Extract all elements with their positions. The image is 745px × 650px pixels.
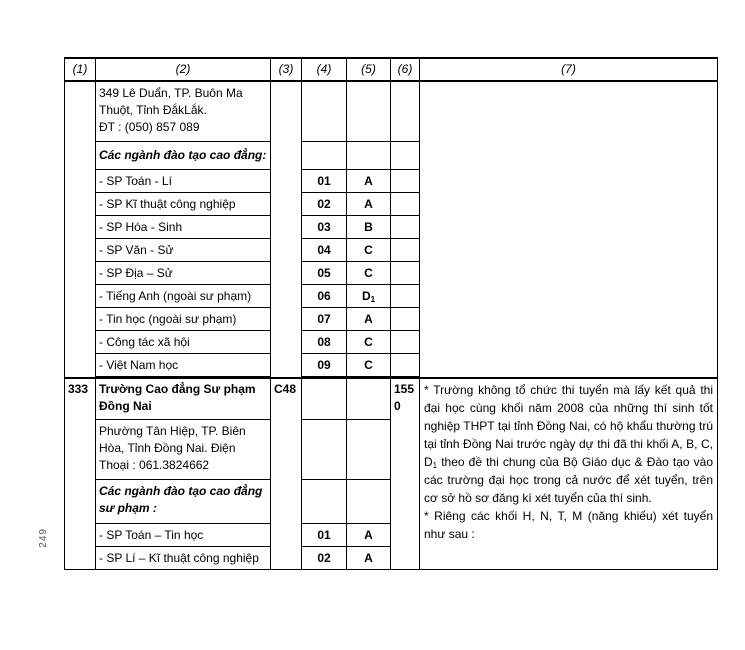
exam-block: A bbox=[347, 193, 391, 216]
program-name: - SP Toán - Lí bbox=[96, 170, 271, 193]
exam-block: C bbox=[347, 262, 391, 285]
school-contact-cell bbox=[96, 81, 271, 142]
admission-note-1-part-a: * Trường không tổ chức thi tuyển mà lấy kết quả thi đại học cùng khối năm 2008 của những thí sinh tốt nghiệp THPT tại tỉnh Đồng Nai, có hộ khẩu thường trú tại tỉnh Đồng Nai trước ngày dự thi đã thi khối A, B, C, D bbox=[424, 383, 713, 469]
empty-cell bbox=[391, 308, 420, 331]
school-address: 349 Lê Duẩn, TP. Buôn Ma Thuột, Tỉnh ĐắkLắk. bbox=[99, 86, 243, 117]
empty-cell bbox=[271, 81, 302, 378]
table-row bbox=[65, 81, 718, 142]
exam-block-subscript: 1 bbox=[370, 294, 376, 304]
header-col-1: (1) bbox=[65, 58, 96, 81]
empty-cell bbox=[391, 285, 420, 308]
school-phone: ĐT : (050) 857 089 bbox=[99, 120, 200, 134]
empty-cell bbox=[391, 331, 420, 354]
header-col-2: (2) bbox=[96, 58, 271, 81]
empty-cell bbox=[391, 193, 420, 216]
program-code: 03 bbox=[302, 216, 347, 239]
program-name: - SP Văn - Sử bbox=[96, 239, 271, 262]
exam-block: A bbox=[347, 170, 391, 193]
empty-cell bbox=[65, 81, 96, 378]
program-code: 08 bbox=[302, 331, 347, 354]
admission-notes bbox=[420, 378, 718, 570]
program-name: - SP Lí – Kĩ thuật công nghiệp bbox=[96, 547, 271, 570]
program-name: - Tin học (ngoài sư phạm) bbox=[96, 308, 271, 331]
page-bottom-margin bbox=[0, 578, 745, 650]
empty-cell bbox=[391, 354, 420, 377]
table-header-row bbox=[65, 58, 718, 81]
admission-note-1-subscript: 1 bbox=[432, 461, 438, 470]
admissions-table bbox=[64, 57, 718, 570]
section-title: Các ngành đào tạo cao đẳng: bbox=[96, 142, 271, 170]
empty-cell bbox=[302, 142, 347, 170]
admission-note-1-part-b: theo đề thi chung của Bộ Giáo dục & Đào tạo vào các trường đại học trong cả nước để xét tuyển, trên cơ sở hồ sơ đăng kí xét tuyển của thí sinh. bbox=[424, 455, 713, 505]
header-col-4: (4) bbox=[302, 58, 347, 81]
empty-cell bbox=[347, 420, 391, 480]
program-name: - SP Toán – Tin học bbox=[96, 524, 271, 547]
header-col-6: (6) bbox=[391, 58, 420, 81]
program-name: - Tiếng Anh (ngoài sư phạm) bbox=[96, 285, 271, 308]
empty-cell bbox=[391, 170, 420, 193]
empty-cell bbox=[302, 480, 347, 524]
empty-cell bbox=[347, 480, 391, 524]
program-code: 02 bbox=[302, 547, 347, 570]
program-code: 04 bbox=[302, 239, 347, 262]
exam-block-cell bbox=[347, 285, 391, 308]
admission-note-2: * Riêng các khối H, N, T, M (năng khiếu) xét tuyển như sau : bbox=[424, 509, 713, 541]
empty-cell bbox=[391, 239, 420, 262]
empty-cell bbox=[347, 142, 391, 170]
exam-block: C bbox=[347, 331, 391, 354]
program-code: 09 bbox=[302, 354, 347, 377]
empty-cell bbox=[302, 81, 347, 142]
program-code: 02 bbox=[302, 193, 347, 216]
section-title: Các ngành đào tạo cao đẳng sư phạm : bbox=[96, 480, 271, 524]
school-code: C48 bbox=[271, 378, 302, 570]
exam-block: A bbox=[347, 524, 391, 547]
admission-note-1 bbox=[424, 381, 713, 507]
header-col-5: (5) bbox=[347, 58, 391, 81]
school-number: 333 bbox=[65, 378, 96, 570]
empty-cell bbox=[391, 81, 420, 142]
header-col-7: (7) bbox=[420, 58, 718, 81]
school-name: Trường Cao đẳng Sư phạm Đồng Nai bbox=[96, 378, 271, 420]
program-code: 01 bbox=[302, 170, 347, 193]
empty-cell bbox=[391, 216, 420, 239]
empty-cell bbox=[391, 142, 420, 170]
exam-block: C bbox=[347, 354, 391, 377]
exam-block: B bbox=[347, 216, 391, 239]
program-code: 05 bbox=[302, 262, 347, 285]
program-name: - Công tác xã hội bbox=[96, 331, 271, 354]
program-code: 07 bbox=[302, 308, 347, 331]
header-col-3: (3) bbox=[271, 58, 302, 81]
program-name: - Việt Nam học bbox=[96, 354, 271, 377]
empty-cell bbox=[302, 378, 347, 420]
exam-block: D bbox=[361, 288, 371, 303]
empty-cell bbox=[391, 262, 420, 285]
empty-cell bbox=[347, 378, 391, 420]
empty-cell bbox=[347, 81, 391, 142]
program-name: - SP Kĩ thuật công nghiệp bbox=[96, 193, 271, 216]
admissions-table-page bbox=[64, 57, 717, 570]
table-row bbox=[65, 378, 718, 420]
exam-block: C bbox=[347, 239, 391, 262]
program-name: - SP Hóa - Sinh bbox=[96, 216, 271, 239]
exam-block: A bbox=[347, 547, 391, 570]
empty-cell bbox=[302, 420, 347, 480]
program-name: - SP Địa – Sử bbox=[96, 262, 271, 285]
page-number: 249 bbox=[38, 528, 49, 548]
notes-cell bbox=[420, 81, 718, 378]
program-code: 01 bbox=[302, 524, 347, 547]
program-code: 06 bbox=[302, 285, 347, 308]
exam-block: A bbox=[347, 308, 391, 331]
school-address: Phường Tân Hiệp, TP. Biên Hòa, Tỉnh Đồng Nai. Điện Thoại : 061.3824662 bbox=[96, 420, 271, 480]
enrollment-quota: 155 0 bbox=[391, 378, 420, 570]
